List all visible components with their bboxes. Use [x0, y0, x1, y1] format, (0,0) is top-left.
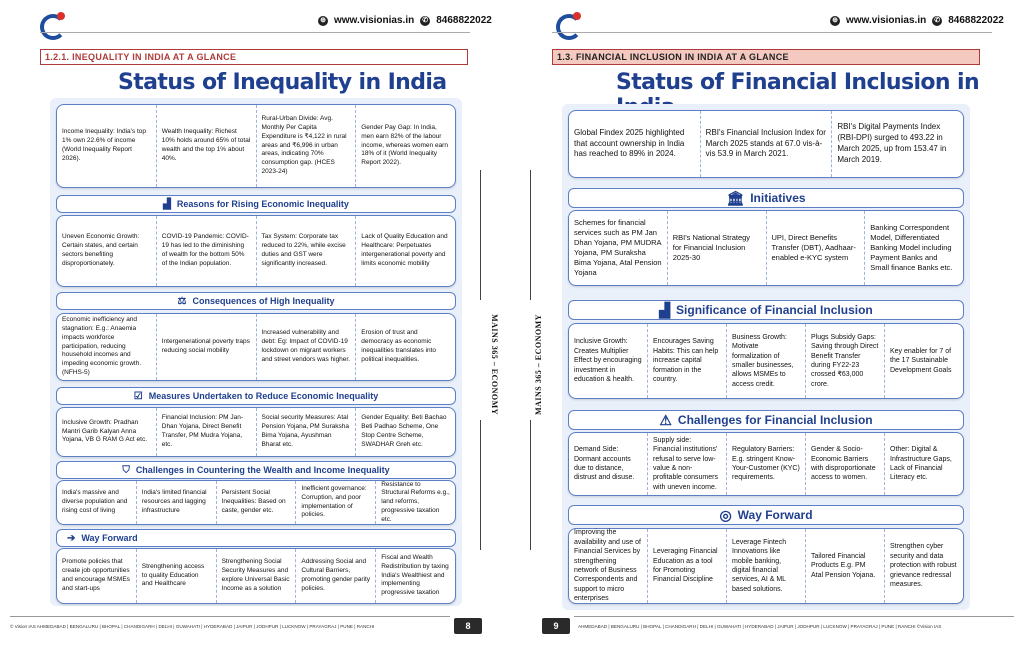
stat-item: RBI's Financial Inclusion Index for March 2025 stands at 67.0 vis-à-vis 53.9 in March 2021. — [701, 111, 833, 177]
target-icon: ◎ — [719, 506, 732, 523]
way-forward-item: Tailored Financial Products E.g. PM Atal Pension Yojana. — [806, 529, 885, 603]
way-forward-item: Strengthening access to quality Education and Healthcare — [137, 549, 217, 603]
bank-icon: 🏛 — [726, 189, 745, 206]
challenges-box — [56, 480, 456, 525]
measure-item: Gender Equality: Beti Bachao Beti Padhao Scheme, One Stop Centre Scheme, SWADHAR Greh etc. — [361, 414, 447, 448]
phone-icon: ✆ — [420, 16, 430, 26]
footer-rule — [10, 616, 450, 617]
section-heading: 1.2.1. INEQUALITY IN INDIA AT A GLANCE — [40, 49, 468, 65]
way-forward-item: Strengthen cyber security and data protection with robust grievance redressal measures. — [890, 543, 957, 589]
consequence-item: Economic inefficiency and stagnation: E.g.: Anaemia impacts workforce participation, reducing household incomes and impeding economic growth. (NFHS-5) — [57, 314, 157, 380]
challenge-item: Gender & Socio-Economic Barriers with disproportionate access to women. — [806, 433, 885, 495]
vision-logo — [36, 10, 70, 44]
significance-item: Inclusive Growth: Creates Multiplier Effect by encouraging investment in education & health. — [569, 324, 648, 398]
stat-item: Income Inequality: India's top 1% own 22.6% of income (World Inequality Report 2026). — [57, 105, 157, 187]
reasons-heading: ▟ Reasons for Rising Economic Inequality — [56, 195, 456, 213]
header-contact — [318, 15, 492, 26]
way-forward-box — [56, 548, 456, 604]
significance-item: Business Growth: Motivate formalization of smaller businesses, allows MSMEs to access credit. — [727, 324, 806, 398]
initiative-item: UPI, Direct Benefits Transfer (DBT), Aadhaar-enabled e-KYC system — [767, 211, 866, 285]
initiatives-heading: 🏛 Initiatives — [568, 188, 964, 208]
initiative-item: Schemes for financial services such as PM Jan Dhan Yojana, PM MUDRA Yojana, PM Suraksha Bima Yojana, Atal Pension Yojana — [569, 211, 668, 285]
vision-logo — [552, 10, 586, 44]
shield-check-icon: ⛉ — [122, 464, 130, 476]
challenge-item: Supply side: Financial institutions' refusal to serve low-value & non-profitable consumers with uneven income. — [648, 433, 727, 495]
footer-cities: AHMEDABAD | BENGALURU | BHOPAL | CHANDIGARH | DELHI | GUWAHATI | HYDERABAD | JAIPUR | JODHPUR | LUCKNOW | PRAYAGRAJ | PUNE | RANCHI ©Vision IAS — [578, 624, 942, 629]
consequences-box — [56, 313, 456, 381]
reason-item: Tax System: Corporate tax reduced to 22%, while excise duties and GST were significantly increased. — [257, 216, 357, 286]
page-number: 9 — [542, 618, 570, 634]
challenges-heading: ⚠ Challenges for Financial Inclusion — [568, 410, 964, 430]
significance-item: Key enabler for 7 of the 17 Sustainable Development Goals — [890, 347, 952, 374]
stat-item: Wealth Inequality: Richest 10% holds around 65% of total wealth and the top 1% about 40%. — [157, 105, 257, 187]
challenge-item: Regulatory Barriers: E.g. stringent Know-Your-Customer (KYC) requirements. — [727, 433, 806, 495]
side-rule — [480, 170, 481, 300]
consequences-heading: ⚖ Consequences of High Inequality — [56, 292, 456, 310]
side-rule — [530, 420, 531, 550]
page-title: Status of Inequality in India — [118, 70, 447, 95]
side-rule — [530, 170, 531, 300]
chart-icon: ▟ — [659, 301, 671, 318]
side-label: MAINS 365 – ECONOMY — [533, 314, 543, 415]
stat-item: Global Findex 2025 highlighted that account ownership in India has reached to 89% in 2024. — [569, 111, 701, 177]
status-stats-box — [568, 110, 964, 178]
header-rule — [552, 32, 992, 33]
way-forward-heading: ◎ Way Forward — [568, 505, 964, 525]
footer-cities: © Vision IAS AHMEDABAD | BENGALURU | BHOPAL | CHANDIGARH | DELHI | GUWAHATI | HYDERABAD | JAIPUR | JODHPUR | LUCKNOW | PRAYAGRAJ | PUNE | RANCHI — [10, 624, 375, 629]
stat-item: Gender Pay Gap: In India, men earn 82% of the labour income, whereas women earn 18% of it (World Inequality Report 2022). — [361, 124, 448, 167]
phone-icon: ✆ — [932, 16, 942, 26]
website-link[interactable]: www.visionias.in — [846, 15, 927, 26]
way-forward-item: Leveraging Financial Education as a tool for Promoting Financial Discipline — [648, 529, 727, 603]
reasons-box — [56, 215, 456, 287]
header-contact — [830, 15, 1004, 26]
challenge-item: Persistent Social Inequalities: Based on caste, gender etc. — [217, 481, 297, 524]
stat-item: Rural-Urban Divide: Avg. Monthly Per Capita Expenditure is ₹4,122 in rural areas and ₹6,996 in urban areas, indicating 70% consumption gap. (HCES 2023-24) — [257, 105, 357, 187]
globe-icon: ⊕ — [318, 16, 328, 26]
status-stats-box — [56, 104, 456, 188]
challenge-item: Other: Digital & Infrastructure Gaps, Lack of Financial Literacy etc. — [890, 446, 952, 482]
page-number: 8 — [454, 618, 482, 634]
way-forward-item: Fiscal and Wealth Redistribution by taxing India's Wealthiest and implementing progressive taxation — [381, 554, 449, 597]
scale-icon: ⚖ — [177, 295, 187, 307]
initiative-item: RBI's National Strategy for Financial Inclusion 2025-30 — [668, 211, 767, 285]
reason-item: Lack of Quality Education and Healthcare: Perpetuates intergenerational poverty and limits economic mobility — [361, 233, 448, 267]
phone-number[interactable]: 8468822022 — [436, 15, 492, 26]
measure-item: Social security Measures: Atal Pension Yojana, PM Suraksha Bima Yojana, Ayushman Bharat etc. — [257, 408, 357, 456]
challenge-item: Demand Side: Dormant accounts due to distance, distrust and disuse. — [569, 433, 648, 495]
consequence-item: Intergenerational poverty traps reducing social mobility — [157, 314, 257, 380]
challenge-item: India's limited financial resources and lagging infrastructure — [137, 481, 217, 524]
way-forward-item: Leverage Fintech Innovations like mobile banking, digital financial services, AI & ML based solutions. — [727, 529, 806, 603]
significance-item: Plugs Subsidy Gaps: Saving through Direct Benefit Transfer during FY22-23 crossed ₹63,000 crore. — [806, 324, 885, 398]
side-label: MAINS 365 – ECONOMY — [489, 314, 499, 415]
measure-item: Inclusive Growth: Pradhan Mantri Garib Kalyan Anna Yojana, VB G RAM G Act etc. — [57, 408, 157, 456]
measures-box — [56, 407, 456, 457]
chart-icon: ▟ — [163, 198, 171, 210]
significance-heading: ▟ Significance of Financial Inclusion — [568, 300, 964, 320]
way-forward-item: Improving the availability and use of Financial Services by strengthening network of Business Correspondents and support to micro enterprises — [569, 529, 648, 603]
checklist-icon: ☑ — [133, 390, 143, 402]
side-rule — [480, 420, 481, 550]
challenges-heading: ⛉ Challenges in Countering the Wealth and Income Inequality — [56, 461, 456, 479]
stat-item: RBI's Digital Payments Index (RBI-DPI) surged to 493.22 in March 2025, up from 153.47 in March 2019. — [837, 122, 947, 164]
measure-item: Financial Inclusion: PM Jan-Dhan Yojana, Direct Benefit Transfer, PM Mudra Yojana, etc. — [157, 408, 257, 456]
way-forward-heading: ➔ Way Forward — [56, 529, 456, 547]
header-rule — [40, 32, 470, 33]
reason-item: Uneven Economic Growth: Certain states, and certain sectors benefiting disproportionately. — [57, 216, 157, 286]
initiative-item: Banking Correspondent Model, Differentiated Banking Model including Payment Banks and Small finance Banks etc. — [870, 222, 953, 273]
arrow-circle-icon: ➔ — [67, 532, 76, 544]
measures-heading: ☑ Measures Undertaken to Reduce Economic Inequality — [56, 387, 456, 405]
way-forward-box — [568, 528, 964, 604]
phone-number[interactable]: 8468822022 — [948, 15, 1004, 26]
globe-icon: ⊕ — [830, 16, 840, 26]
consequence-item: Increased vulnerability and debt: Eg: Impact of COVID-19 lockdown on migrant workers and street vendors was higher. — [257, 314, 357, 380]
challenges-box — [568, 432, 964, 496]
section-heading: 1.3. FINANCIAL INCLUSION IN INDIA AT A GLANCE — [552, 49, 980, 65]
challenge-item: Inefficient governance: Corruption, and poor implementation of policies. — [296, 481, 376, 524]
way-forward-item: Promote policies that create job opportunities and encourage MSMEs and start-ups — [57, 549, 137, 603]
way-forward-item: Strengthening Social Security Measures and explore Universal Basic Income as a solution — [217, 549, 297, 603]
initiatives-box — [568, 210, 964, 286]
way-forward-item: Addressing Social and Cultural Barriers, promoting gender parity policies. — [296, 549, 376, 603]
reason-item: COVID-19 Pandemic: COVID-19 has led to the diminishing of wealth for the bottom 50% of the Indian population. — [157, 216, 257, 286]
significance-box — [568, 323, 964, 399]
warning-icon: ⚠ — [659, 411, 672, 428]
consequence-item: Erosion of trust and democracy as economic inequalities translates into political inequalities. — [361, 329, 437, 363]
footer-rule — [574, 616, 1014, 617]
significance-item: Encourages Saving Habits: This can help increase capital formation in the country. — [648, 324, 727, 398]
challenge-item: India's massive and diverse population and rising cost of living — [57, 481, 137, 524]
challenge-item: Resistance to Structural Reforms e.g., land reforms, progressive taxation etc. — [381, 480, 450, 523]
website-link[interactable]: www.visionias.in — [334, 15, 415, 26]
page-title: Status of Financial Inclusion in — [616, 70, 980, 95]
right-page — [512, 0, 1024, 648]
